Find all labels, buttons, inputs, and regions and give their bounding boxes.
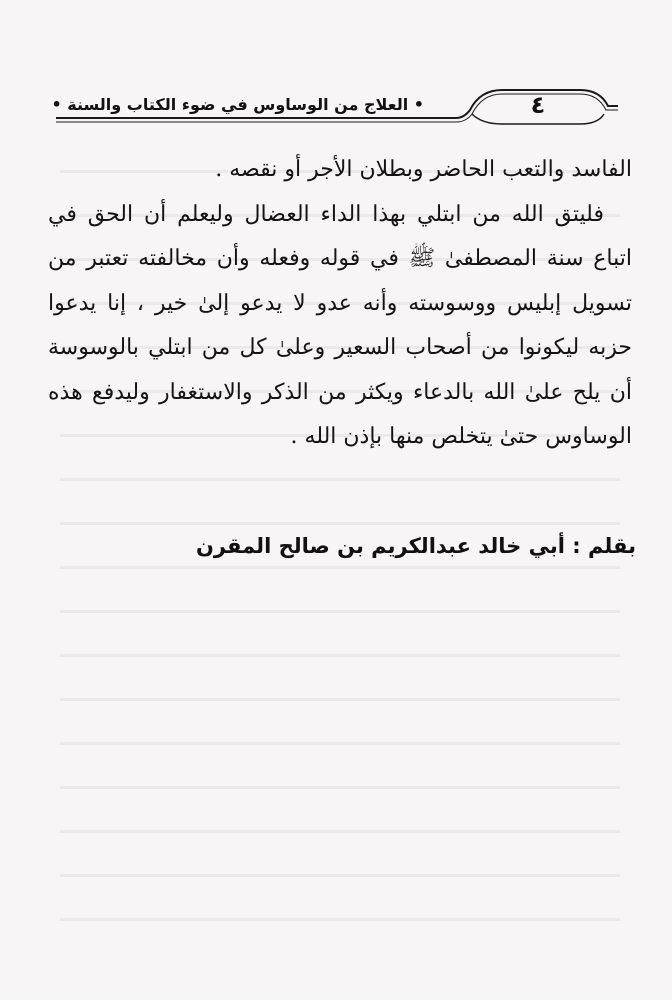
- paragraph: الفاسد والتعب الحاضر وبطلان الأجر أو نقصه .: [215, 157, 632, 182]
- running-header: [52, 84, 622, 128]
- body-text: [48, 148, 632, 460]
- header-title: • العلاج من الوساوس في ضوء الكتاب والسنة •: [51, 95, 424, 114]
- page-number: ٤: [530, 91, 546, 119]
- paragraph: فليتق الله من ابتلي بهذا الداء العضال وليعلم أن الحق في اتباع سنة المصطفىٰ ﷺ في قوله وفعله وأن مخالفته تعتبر من تسويل إبليس ووسوسته وأنه عدو لا يدعو إلىٰ خير ، إنا يدعوا حزبه ليكونوا من أصحاب السعير وعلىٰ كل من ابتلي بالوسوسة أن يلح علىٰ الله بالدعاء ويكثر من الذكر والاستغفار وليدفع هذه الوساوس حتىٰ يتخلص منها بإذن الله .: [48, 201, 632, 449]
- author-signature: بقلم : أبي خالد عبدالكريم بن صالح المقرن: [196, 534, 636, 558]
